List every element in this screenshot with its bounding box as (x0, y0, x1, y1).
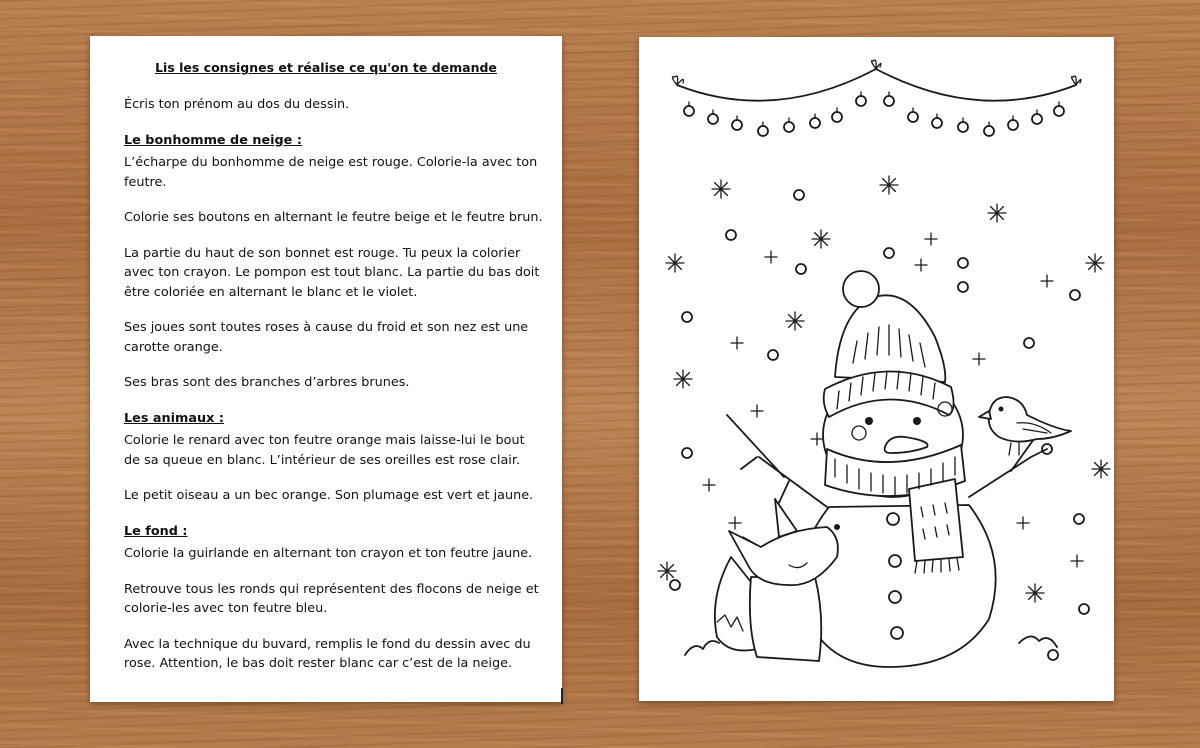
sparkle-icon (915, 259, 927, 271)
worksheet-title: Lis les consignes et réalise ce qu'on te demande (155, 60, 497, 75)
section-heading-animals: Les animaux : (124, 410, 224, 426)
instruction-paragraph: La partie du haut de son bonnet est rouge. Tu peux la colorier avec ton crayon. Le pompon est tout blanc. La partie du bas doit être coloriée en alternant le blanc et le violet. (124, 245, 540, 300)
snow-dot-icon (1070, 290, 1080, 300)
sparkle-icon (751, 405, 763, 417)
bird-icon (979, 397, 1071, 455)
instruction-paragraph: Ses joues sont toutes roses à cause du froid et son nez est une carotte orange. (124, 320, 529, 355)
garland-bulb-icon (1054, 106, 1064, 116)
snowflake-icon (666, 254, 684, 272)
instruction-paragraph: Retrouve tous les ronds qui représentent des flocons de neige et colorie-les avec ton feutre bleu. (124, 581, 539, 616)
garland-bulb-icon (984, 126, 994, 136)
section-heading-background: Le fond : (124, 523, 188, 539)
garland-bulb-icon (732, 120, 742, 130)
sparkle-icon (811, 433, 823, 445)
sparkle-icon (1041, 275, 1053, 287)
snow-dot-icon (794, 190, 804, 200)
snowflake-icon (880, 176, 898, 194)
snow-dot-icon (1024, 338, 1034, 348)
snow-dot-icon (884, 248, 894, 258)
snowflake-icon (712, 180, 730, 198)
instruction-paragraph: Ses bras sont des branches d’arbres brunes. (124, 375, 410, 390)
snowflake-icon (786, 312, 804, 330)
instruction-paragraph: Le petit oiseau a un bec orange. Son plumage est vert et jaune. (124, 488, 534, 503)
snow-dot-icon (682, 448, 692, 458)
snow-dot-icon (670, 580, 680, 590)
sparkle-icon (973, 353, 985, 365)
snow-dot-icon (682, 312, 692, 322)
sparkle-icon (1071, 555, 1083, 567)
garland-bulb-icon (884, 96, 894, 106)
snowflake-icon (1026, 584, 1044, 602)
snow-dot-icon (768, 350, 778, 360)
sparkle-icon (1017, 517, 1029, 529)
coloring-sheet (639, 37, 1114, 701)
instruction-paragraph: Colorie la guirlande en alternant ton crayon et ton feutre jaune. (124, 546, 533, 561)
coloring-drawing (639, 37, 1114, 701)
sparkle-icon (729, 517, 741, 529)
sparkle-icon (925, 233, 937, 245)
garland-bulb-icon (932, 118, 942, 128)
garland-icon (672, 60, 1080, 136)
instruction-sheet (90, 36, 562, 702)
garland-bulb-icon (958, 122, 968, 132)
snow-dot-icon (796, 264, 806, 274)
instruction-paragraph: Colorie le renard avec ton feutre orange mais laisse-lui le bout de sa queue en blanc. L’intérieur de ses oreilles est rose clair. (124, 433, 525, 468)
snowflake-icon (658, 562, 676, 580)
sparkle-icon (765, 251, 777, 263)
snowflake-icon (674, 370, 692, 388)
snow-dot-icon (1074, 514, 1084, 524)
snowflake-icon (812, 230, 830, 248)
snowflake-icon (1086, 254, 1104, 272)
garland-bulb-icon (832, 112, 842, 122)
garland-bulb-icon (708, 114, 718, 124)
garland-bulb-icon (856, 96, 866, 106)
garland-bulb-icon (908, 112, 918, 122)
snow-dot-icon (726, 230, 736, 240)
snow-dot-icon (958, 258, 968, 268)
section-heading-snowman: Le bonhomme de neige : (124, 132, 302, 148)
garland-bulb-icon (784, 122, 794, 132)
intro-text: Écris ton prénom au dos du dessin. (124, 97, 350, 112)
garland-bulb-icon (684, 106, 694, 116)
snow-dot-icon (958, 282, 968, 292)
garland-bulb-icon (1008, 120, 1018, 130)
snowflake-icon (1092, 460, 1110, 478)
instruction-paragraph: Colorie ses boutons en alternant le feutre beige et le feutre brun. (124, 210, 543, 225)
snow-dot-icon (1048, 650, 1058, 660)
sparkle-icon (731, 337, 743, 349)
sparkle-icon (703, 479, 715, 491)
garland-bulb-icon (758, 126, 768, 136)
sheet-edge-mark (561, 688, 563, 704)
garland-bulb-icon (810, 118, 820, 128)
snowflake-icon (988, 204, 1006, 222)
instruction-paragraph: L’écharpe du bonhomme de neige est rouge. Colorie-la avec ton feutre. (124, 155, 538, 190)
instructions-body (124, 95, 544, 690)
snow-dot-icon (1079, 604, 1089, 614)
garland-bulb-icon (1032, 114, 1042, 124)
instruction-paragraph: Avec la technique du buvard, remplis le fond du dessin avec du rose. Attention, le bas doit rester blanc car c’est de la neige. (124, 636, 531, 671)
